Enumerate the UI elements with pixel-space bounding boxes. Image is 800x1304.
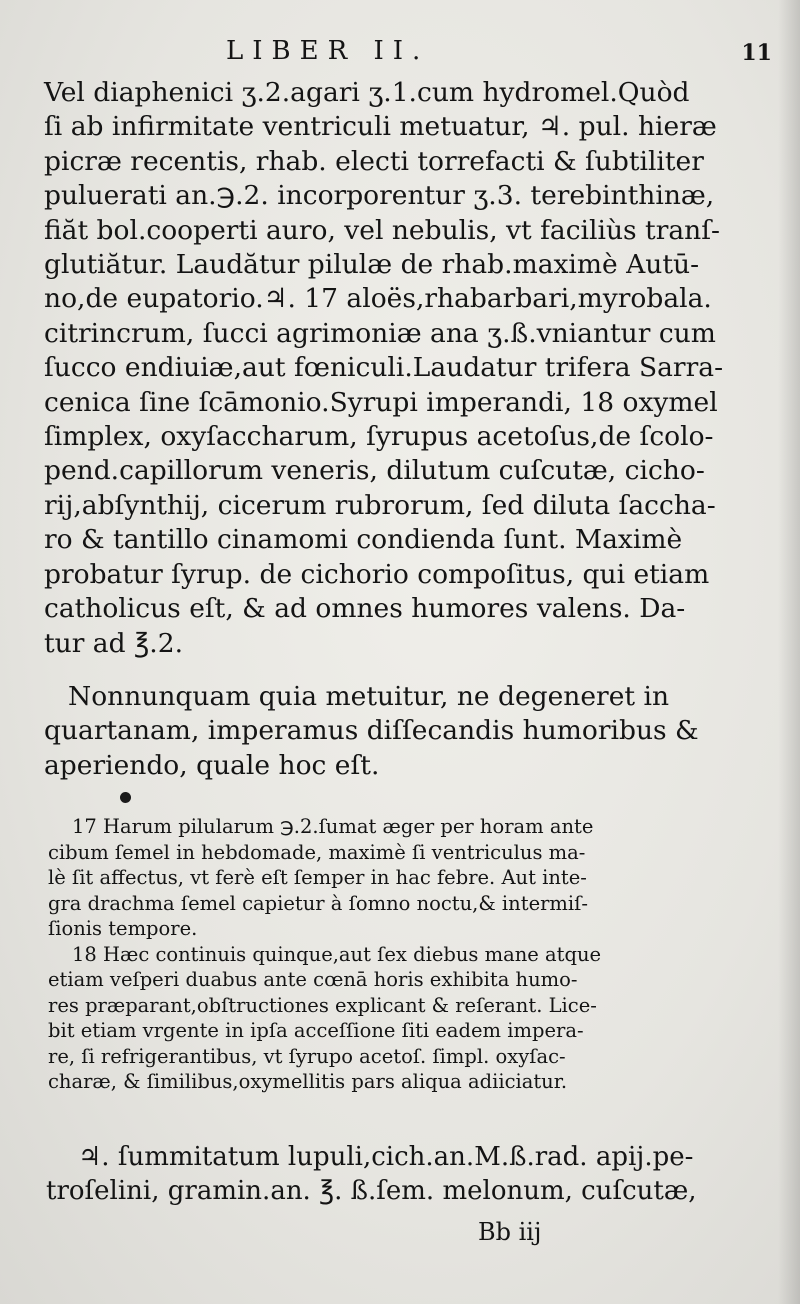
- text-line: rij,abſynthij, cicerum rubrorum, ſed diluta ſaccha-: [44, 489, 716, 521]
- text-line: aperiendo, quale hoc eſt.: [44, 749, 380, 781]
- text-line: quartanam, imperamus diſſecandis humoribus &: [44, 715, 699, 747]
- text-line: catholicus eſt, & ad omnes humores valens. Da-: [44, 593, 686, 625]
- note-line: etiam veſperi duabus ante cœnā horis exhibita humo-: [48, 968, 578, 991]
- note-line: ſionis tempore.: [48, 917, 198, 940]
- text-line: picræ recentis, rhab. electi torrefacti & ſubtiliter: [44, 145, 704, 177]
- signature-mark: Bb iij: [478, 1218, 542, 1246]
- note-line: 17 Harum pilularum ℈.2.ſumat æger per horam ante: [72, 815, 594, 838]
- text-line: ro & tantillo cinamomi condienda ſunt. Maximè: [44, 524, 683, 556]
- text-line: glutiătur. Laudătur pilulæ de rhab.maximè Autū-: [44, 249, 700, 281]
- text-line: Vel diaphenici ʒ.2.agari ʒ.1.cum hydromel.Quòd: [44, 77, 690, 108]
- page-header: [46, 36, 772, 76]
- note-line: 18 Hæc continuis quinque,aut ſex diebus mane atque: [72, 942, 602, 966]
- note-line: cibum ſemel in hebdomade, maximè ſi ventriculus ma-: [48, 840, 586, 864]
- page-edge-shadow: [778, 0, 800, 1304]
- text-line: cenica ſine ſcāmonio.Syrupi imperandi, 18 oxymel: [44, 386, 718, 418]
- text-line: tur ad ℥.2.: [44, 627, 184, 659]
- ink-dot-mark: [120, 792, 131, 803]
- running-head: LIBER II.: [226, 36, 430, 66]
- text-line: ♃. ſummitatum lupuli,cich.an.M.ß.rad. apij.pe-: [78, 1142, 694, 1172]
- text-line: probatur ſyrup. de cichorio compoſitus, qui etiam: [44, 558, 710, 590]
- text-line: Nonnunquam quia metuitur, ne degeneret in: [68, 681, 670, 712]
- text-line: fiăt bol.cooperti auro, vel nebulis, vt faciliùs tranſ-: [44, 214, 720, 246]
- main-paragraph: [44, 76, 724, 661]
- note-line: bit etiam vrgente in ipſa acceſſione ſiti eadem impera-: [48, 1019, 584, 1042]
- note-line: charæ, & ſimilibus,oxymellitis pars aliqua adiiciatur.: [48, 1070, 568, 1093]
- note-line: gra drachma ſemel capietur à ſomno noctu,& intermiſ-: [48, 891, 588, 915]
- note-line: re, ſi refrigerantibus, vt ſyrupo acetoſ. ſimpl. oxyſac-: [48, 1044, 566, 1068]
- footnotes: [48, 814, 660, 1095]
- text-line: puluerati an.℈.2. incorporentur ʒ.3. terebinthinæ,: [44, 180, 715, 212]
- text-line: troſelini, gramin.an. ℥. ß.ſem. melonum, cuſcutæ,: [46, 1176, 697, 1206]
- text-line: pend.capillorum veneris, dilutum cuſcutæ, cicho-: [44, 455, 705, 487]
- note-line: lè ſit affectus, vt ferè eſt ſemper in hac febre. Aut inte-: [48, 866, 587, 889]
- text-line: no,de eupatorio.♃. 17 aloës,rhabarbari,myrobala.: [44, 283, 712, 315]
- second-paragraph: [44, 680, 699, 783]
- note-line: res præparant,obſtructiones explicant & reſerant. Lice-: [48, 993, 597, 1017]
- text-line: ſi ab infirmitate ventriculi metuatur, ♃. pul. hieræ: [44, 111, 717, 143]
- text-line: ſucco endiuiæ,aut fœniculi.Laudatur trifera Sarra-: [44, 352, 724, 384]
- recipe-paragraph: [46, 1140, 697, 1208]
- text-line: citrincrum, ſucci agrimoniæ ana ʒ.ß.vniantur cum: [44, 317, 716, 349]
- text-line: ſimplex, oxyſaccharum, ſyrupus acetoſus,de ſcolo-: [44, 421, 714, 453]
- folio-number: 11: [741, 40, 772, 66]
